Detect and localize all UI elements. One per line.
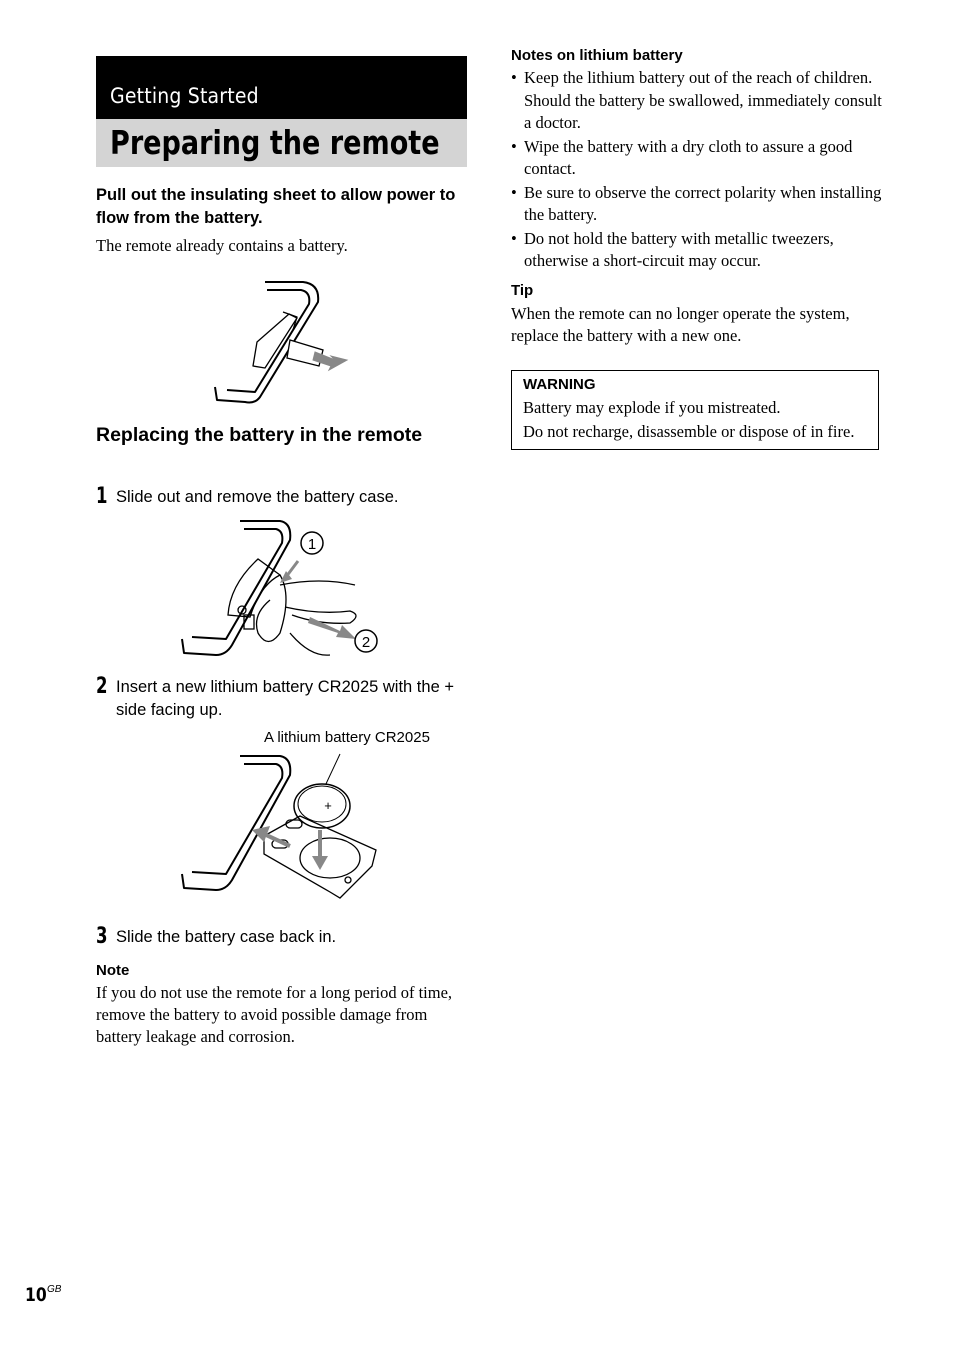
step-1-number: 1	[96, 484, 108, 509]
note-item: • Keep the lithium battery out of the reach of children. Should the battery be swallowed, immediately consult a doctor.	[511, 67, 883, 135]
notes-heading: Notes on lithium battery	[511, 47, 683, 64]
subheading-replacing-battery: Replacing the battery in the remote	[96, 424, 423, 446]
marker-2-label: 2	[361, 634, 371, 651]
step-3-number: 3	[96, 924, 108, 949]
step-2-text: Insert a new lithium battery CR2025 with the + side facing up.	[116, 678, 454, 719]
battery-plus-symbol: +	[324, 798, 332, 813]
step-1-text: Slide out and remove the battery case.	[116, 488, 399, 506]
page-region-code: GB	[47, 1284, 62, 1295]
figure-insulating-sheet	[205, 272, 365, 412]
marker-2	[355, 630, 377, 652]
step-3-text: Slide the battery case back in.	[116, 928, 337, 946]
step-2-number: 2	[96, 674, 108, 699]
figure-remove-battery-case	[180, 515, 390, 665]
warning-line-1: Battery may explode if you mistreated.	[523, 398, 781, 417]
warning-heading: WARNING	[523, 376, 596, 393]
lead-instruction: Pull out the insulating sheet to allow power to flow from the battery.	[96, 186, 456, 227]
section-title: Getting Started	[110, 84, 259, 108]
marker-1-label: 1	[307, 536, 317, 553]
tip-text: When the remote can no longer operate the system, replace the battery with a new one.	[511, 304, 850, 345]
page-number: 10	[25, 1284, 47, 1306]
note-item: • Do not hold the battery with metallic tweezers, otherwise a short-circuit may occur.	[511, 228, 883, 273]
tip-heading: Tip	[511, 282, 534, 299]
note-heading: Note	[96, 962, 130, 979]
warning-line-2: Do not recharge, disassemble or dispose of in fire.	[523, 422, 855, 441]
intro-text: The remote already contains a battery.	[96, 236, 348, 255]
notes-list	[511, 67, 883, 274]
note-item: • Wipe the battery with a dry cloth to assure a good contact.	[511, 136, 883, 181]
marker-1	[301, 532, 323, 554]
battery-caption: A lithium battery CR2025	[264, 729, 430, 746]
note-item: • Be sure to observe the correct polarity when installing the battery.	[511, 182, 883, 227]
page-title: Preparing the remote	[110, 123, 440, 162]
figure-insert-battery	[180, 750, 390, 910]
note-text: If you do not use the remote for a long period of time, remove the battery to avoid possible damage from battery leakage and corrosion.	[96, 983, 453, 1046]
